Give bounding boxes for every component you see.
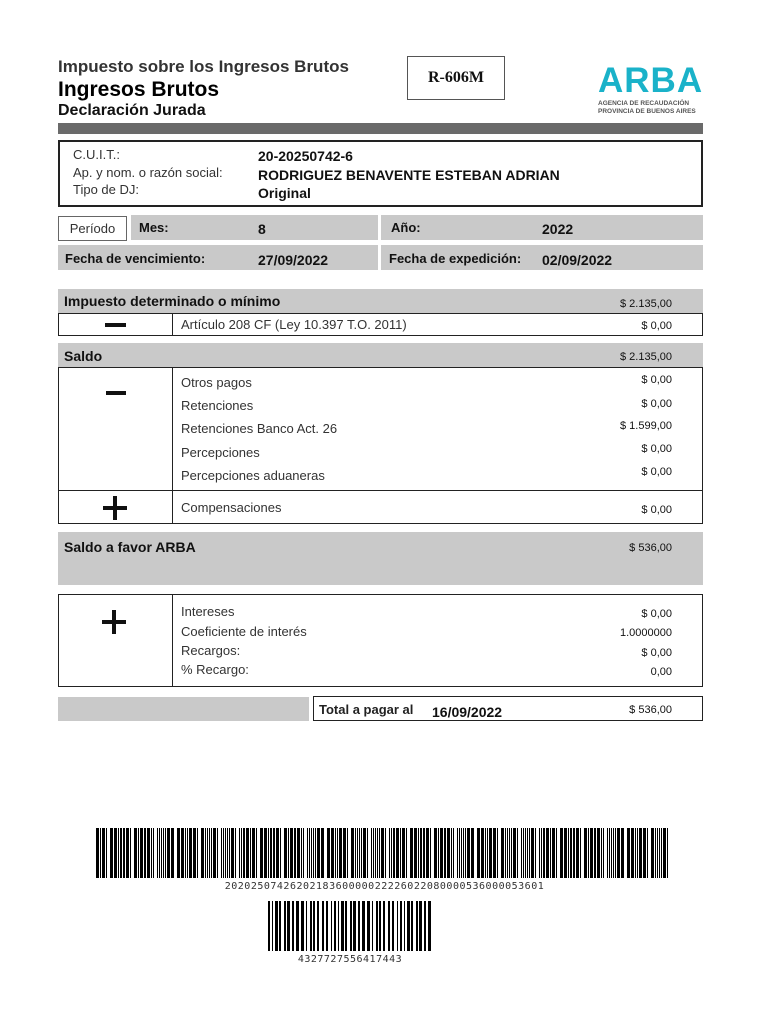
barcode-bar	[426, 828, 429, 878]
barcode-bar	[487, 828, 488, 878]
barcode-bar	[402, 828, 405, 878]
barcode-bar	[584, 828, 587, 878]
barcode-bar	[211, 828, 212, 878]
deduction-amount: $ 0,00	[641, 466, 672, 478]
barcode-bar	[363, 828, 366, 878]
barcode-bar	[564, 828, 567, 878]
compensaciones-divider	[172, 490, 173, 524]
barcode-bar	[341, 901, 344, 951]
barcode-bar	[221, 828, 222, 878]
barcode-bar	[353, 901, 356, 951]
barcode-bar	[637, 828, 638, 878]
barcode-bar	[570, 828, 572, 878]
barcode-bars	[268, 901, 432, 951]
barcode-bar	[197, 828, 198, 878]
barcode-bar	[96, 828, 99, 878]
barcode-bar	[465, 828, 466, 878]
barcode-bar	[275, 901, 278, 951]
barcode-bar	[362, 901, 365, 951]
barcode-bar	[359, 828, 360, 878]
barcode-bar	[381, 828, 384, 878]
barcode-bar	[389, 828, 390, 878]
interes-label: Recargos:	[181, 643, 241, 658]
barcode-bar	[120, 828, 122, 878]
barcode-bar	[451, 828, 452, 878]
barcode-bar	[231, 828, 234, 878]
saldo-favor-amount: $ 536,00	[629, 542, 672, 554]
barcode-bar	[292, 901, 294, 951]
barcode-bar	[371, 828, 372, 878]
barcode-bar	[309, 828, 310, 878]
deduction-amount: $ 0,00	[641, 398, 672, 410]
barcode-bar	[246, 828, 249, 878]
interes-label: Coeficiente de interés	[181, 624, 307, 639]
barcode-bar	[463, 828, 464, 878]
barcode-bar	[509, 828, 510, 878]
barcode-bar	[444, 828, 446, 878]
barcode-bar	[114, 828, 117, 878]
barcode-bar	[424, 901, 426, 951]
mes-value: 8	[258, 221, 266, 237]
barcode-bar	[250, 828, 251, 878]
barcode-bar	[276, 828, 279, 878]
barcode-bar	[400, 901, 402, 951]
barcode-bar	[357, 828, 358, 878]
barcode-bar	[635, 828, 636, 878]
barcode-bar	[311, 828, 312, 878]
barcode-bar	[661, 828, 662, 878]
barcode-bar	[580, 828, 581, 878]
barcode-bar	[447, 828, 450, 878]
barcode-bar	[294, 828, 296, 878]
barcode-bar	[335, 828, 336, 878]
deduction-label: Percepciones aduaneras	[181, 468, 325, 483]
barcode-bar	[546, 828, 549, 878]
barcode-bar	[568, 828, 569, 878]
barcode-bar	[631, 828, 634, 878]
barcode-bar	[396, 828, 399, 878]
barcode-bar	[419, 901, 422, 951]
barcode-bar	[343, 828, 346, 878]
barcode-bar	[347, 828, 348, 878]
barcode-bar	[615, 828, 616, 878]
barcode-bar	[268, 901, 270, 951]
barcode-bar	[576, 828, 579, 878]
barcode-bar	[535, 828, 536, 878]
barcode-bar	[467, 828, 470, 878]
header-divider	[58, 123, 703, 134]
barcode-bar	[377, 828, 378, 878]
compensaciones-amount: $ 0,00	[641, 504, 672, 516]
barcode-bar	[264, 828, 267, 878]
interes-amount: 1.0000000	[620, 627, 672, 639]
barcode-bar	[284, 828, 287, 878]
barcode-bar	[457, 828, 458, 878]
barcode-bar	[100, 828, 101, 878]
minus-icon	[106, 391, 126, 395]
barcode-bar	[556, 828, 557, 878]
deduction-label: Retenciones	[181, 398, 254, 413]
barcode-bar	[621, 828, 624, 878]
barcode-bar	[303, 828, 304, 878]
barcode-bar	[643, 828, 646, 878]
impuesto-amount: $ 2.135,00	[620, 298, 672, 310]
barcode-bar	[438, 828, 439, 878]
barcode-bar	[310, 901, 312, 951]
periodo-box	[58, 216, 127, 241]
barcode-bar	[223, 828, 224, 878]
header-title-dj: Declaración Jurada	[58, 102, 206, 119]
barcode-bar	[367, 901, 370, 951]
barcode-bar	[260, 828, 263, 878]
barcode-bar	[313, 828, 314, 878]
barcode-bar	[507, 828, 508, 878]
deduction-amount: $ 0,00	[641, 374, 672, 386]
barcode-bar	[163, 828, 164, 878]
deduction-label: Retenciones Banco Act. 26	[181, 421, 338, 436]
barcode-bar	[639, 828, 642, 878]
barcode-bar	[256, 828, 257, 878]
expedicion-label: Fecha de expedición:	[389, 251, 522, 266]
header-title-main: Impuesto sobre los Ingresos Brutos	[58, 57, 349, 76]
arba-logo-text: ARBA	[598, 61, 704, 100]
barcode-bar	[151, 828, 152, 878]
deduction-label: Otros pagos	[181, 375, 252, 390]
articulo-amount: $ 0,00	[641, 320, 672, 332]
header-title-sub: Ingresos Brutos	[58, 78, 220, 101]
barcode-bar	[157, 828, 158, 878]
barcode-bar	[485, 828, 486, 878]
barcode-bar	[207, 828, 208, 878]
periodo-label: Período	[69, 221, 116, 236]
dj-type-label: Tipo de DJ:	[73, 182, 139, 197]
barcode-bar	[404, 901, 405, 951]
barcode-bar	[651, 828, 654, 878]
barcode-bar	[187, 828, 188, 878]
cuit-label: C.U.I.T.:	[73, 147, 120, 162]
barcode-bar	[345, 901, 347, 951]
barcode-bar	[140, 828, 143, 878]
barcode-bar	[379, 901, 381, 951]
barcode-bar	[235, 828, 236, 878]
barcode-bar	[161, 828, 162, 878]
barcode-bar	[375, 828, 376, 878]
barcode-main	[96, 828, 673, 878]
interes-amount: $ 0,00	[641, 647, 672, 659]
form-code: R-606M	[428, 69, 484, 86]
barcode-bar	[201, 828, 204, 878]
barcode-bar	[647, 828, 648, 878]
barcode-bar	[167, 828, 170, 878]
barcode-bar	[297, 828, 300, 878]
barcode-bar	[539, 828, 540, 878]
barcode-bar	[229, 828, 230, 878]
interes-amount: $ 0,00	[641, 608, 672, 620]
barcode-bar	[288, 828, 289, 878]
barcode-bar	[337, 828, 338, 878]
barcode-bar	[489, 828, 492, 878]
barcode-bar	[517, 828, 518, 878]
total-gray-cell	[58, 697, 309, 721]
barcode-bar	[361, 828, 362, 878]
intereses-divider	[172, 594, 173, 687]
vencimiento-label: Fecha de vencimiento:	[65, 251, 206, 266]
barcode-bar	[663, 828, 666, 878]
barcode-bar	[655, 828, 656, 878]
barcode-bar	[358, 901, 360, 951]
barcode-bar	[326, 901, 328, 951]
barcode-bar	[301, 901, 304, 951]
barcode-bar	[601, 828, 602, 878]
barcode-bar	[388, 901, 390, 951]
barcode-bar	[385, 828, 386, 878]
barcode-bar	[590, 828, 593, 878]
arba-logo-sub2: PROVINCIA DE BUENOS AIRES	[598, 108, 696, 115]
barcode-bar	[118, 828, 119, 878]
form-code-box	[407, 56, 505, 100]
name-label: Ap. y nom. o razón social:	[73, 165, 223, 180]
barcode-bar	[296, 901, 299, 951]
deduction-label: Percepciones	[181, 445, 260, 460]
barcode-bar	[657, 828, 658, 878]
barcode-bar	[147, 828, 150, 878]
plus-icon	[113, 496, 117, 520]
barcode-bar	[339, 828, 342, 878]
barcode-bar	[189, 828, 192, 878]
barcode-bar	[393, 828, 395, 878]
saldo-label: Saldo	[64, 348, 103, 364]
barcode-bar	[391, 828, 392, 878]
anio-value: 2022	[542, 221, 574, 237]
interes-label: % Recargo:	[181, 662, 249, 677]
barcode-bar	[350, 901, 352, 951]
barcode-bar	[355, 828, 356, 878]
barcode-bar	[481, 828, 484, 878]
barcode-bar	[272, 901, 273, 951]
barcode-bar	[521, 828, 522, 878]
barcode-bar	[560, 828, 563, 878]
barcode-bar	[241, 828, 242, 878]
barcode-bar	[588, 828, 589, 878]
barcode-bar	[301, 828, 302, 878]
barcode-bar	[205, 828, 206, 878]
barcode-bar	[373, 828, 374, 878]
barcode-bar	[338, 901, 339, 951]
barcode-bar	[411, 901, 413, 951]
anio-label: Año:	[391, 220, 421, 235]
barcode-bar	[317, 828, 320, 878]
barcode-bar	[523, 828, 524, 878]
barcode-bar	[497, 828, 498, 878]
barcode-bar	[609, 828, 610, 878]
barcode-bar	[239, 828, 240, 878]
barcode-bar	[434, 828, 437, 878]
barcode-bar	[552, 828, 555, 878]
cuit-value: 20-20250742-6	[258, 148, 353, 164]
barcode-bar	[420, 828, 422, 878]
barcode-bar	[181, 828, 184, 878]
deductions-divider	[172, 367, 173, 491]
barcode-bar	[511, 828, 512, 878]
barcode-bar	[407, 901, 410, 951]
barcode-bar	[317, 901, 319, 951]
barcode-small	[268, 901, 432, 951]
barcode-bar	[268, 828, 269, 878]
dj-type-value: Original	[258, 185, 311, 201]
minus-icon	[105, 323, 126, 327]
total-date: 16/09/2022	[432, 704, 503, 720]
barcode-bar	[334, 901, 336, 951]
barcode-bar	[617, 828, 620, 878]
barcode-bar	[284, 901, 286, 951]
barcode-bar	[217, 828, 218, 878]
barcode-bars	[96, 828, 673, 878]
barcode-bar	[213, 828, 216, 878]
barcode-bar	[573, 828, 575, 878]
barcode-small-number: 4327727556417443	[297, 954, 403, 965]
barcode-bar	[331, 828, 334, 878]
barcode-bar	[165, 828, 166, 878]
barcode-bar	[290, 828, 293, 878]
barcode-bar	[414, 828, 417, 878]
name-value: RODRIGUEZ BENAVENTE ESTEBAN ADRIAN	[258, 167, 560, 183]
barcode-bar	[306, 901, 307, 951]
barcode-bar	[171, 828, 174, 878]
barcode-bar	[477, 828, 480, 878]
deduction-amount: $ 1.599,00	[620, 420, 672, 432]
impuesto-label: Impuesto determinado o mínimo	[64, 293, 281, 309]
barcode-bar	[322, 901, 324, 951]
barcode-bar	[280, 828, 281, 878]
barcode-bar	[331, 901, 332, 951]
barcode-bar	[430, 828, 431, 878]
barcode-bar	[144, 828, 146, 878]
barcode-bar	[209, 828, 210, 878]
articulo-divider	[172, 313, 173, 336]
barcode-bar	[428, 901, 431, 951]
barcode-bar	[159, 828, 160, 878]
total-label: Total a pagar al	[319, 702, 414, 717]
barcode-bar	[327, 828, 330, 878]
barcode-bar	[531, 828, 534, 878]
barcode-bar	[529, 828, 530, 878]
barcode-bar	[313, 901, 315, 951]
barcode-bar	[126, 828, 129, 878]
mes-label: Mes:	[139, 220, 169, 235]
plus-icon	[112, 610, 116, 634]
barcode-bar	[416, 901, 418, 951]
barcode-bar	[627, 828, 630, 878]
barcode-bar	[225, 828, 226, 878]
expedicion-value: 02/09/2022	[542, 252, 613, 268]
barcode-bar	[505, 828, 506, 878]
barcode-bar	[611, 828, 612, 878]
barcode-bar	[102, 828, 105, 878]
barcode-bar	[287, 901, 290, 951]
barcode-bar	[659, 828, 660, 878]
deduction-amount: $ 0,00	[641, 443, 672, 455]
barcode-bar	[106, 828, 107, 878]
barcode-bar	[243, 828, 245, 878]
barcode-bar	[315, 828, 316, 878]
barcode-bar	[153, 828, 154, 878]
barcode-bar	[513, 828, 516, 878]
barcode-bar	[527, 828, 528, 878]
barcode-bar	[471, 828, 474, 878]
barcode-bar	[459, 828, 460, 878]
barcode-main-number: 2020250742620218360000022226022080000536000053601	[224, 881, 545, 892]
barcode-bar	[410, 828, 413, 878]
barcode-bar	[185, 828, 186, 878]
barcode-bar	[493, 828, 496, 878]
barcode-bar	[453, 828, 454, 878]
arba-logo-sub1: AGENCIA DE RECAUDACIÓN	[598, 100, 690, 107]
barcode-bar	[406, 828, 407, 878]
barcode-bar	[607, 828, 608, 878]
barcode-bar	[613, 828, 614, 878]
interes-label: Intereses	[181, 604, 235, 619]
barcode-bar	[397, 901, 398, 951]
barcode-bar	[110, 828, 113, 878]
barcode-bar	[134, 828, 137, 878]
barcode-bar	[130, 828, 131, 878]
barcode-bar	[367, 828, 368, 878]
saldo-amount: $ 2.135,00	[620, 351, 672, 363]
barcode-bar	[123, 828, 125, 878]
barcode-bar	[603, 828, 604, 878]
barcode-bar	[392, 901, 394, 951]
barcode-bar	[594, 828, 596, 878]
barcode-bar	[177, 828, 180, 878]
barcode-bar	[279, 901, 281, 951]
barcode-bar	[667, 828, 668, 878]
vencimiento-value: 27/09/2022	[258, 252, 329, 268]
barcode-bar	[543, 828, 545, 878]
barcode-bar	[270, 828, 272, 878]
barcode-bar	[383, 901, 385, 951]
barcode-bar	[273, 828, 275, 878]
barcode-bar	[351, 828, 354, 878]
barcode-bar	[423, 828, 425, 878]
barcode-bar	[525, 828, 526, 878]
barcode-bar	[597, 828, 600, 878]
barcode-bar	[193, 828, 196, 878]
barcode-bar	[418, 828, 419, 878]
barcode-bar	[379, 828, 380, 878]
barcode-bar	[541, 828, 542, 878]
interes-amount: 0,00	[650, 666, 672, 678]
barcode-bar	[501, 828, 504, 878]
barcode-bar	[372, 901, 373, 951]
total-amount: $ 536,00	[629, 704, 672, 716]
arba-logo	[598, 62, 708, 122]
barcode-bar	[550, 828, 551, 878]
compensaciones-label: Compensaciones	[181, 500, 282, 515]
barcode-bar	[376, 901, 378, 951]
barcode-bar	[227, 828, 228, 878]
barcode-bar	[252, 828, 255, 878]
barcode-bar	[321, 828, 324, 878]
barcode-bar	[138, 828, 139, 878]
barcode-bar	[461, 828, 462, 878]
articulo-label: Artículo 208 CF (Ley 10.397 T.O. 2011)	[181, 317, 407, 332]
barcode-bar	[400, 828, 401, 878]
saldo-favor-label: Saldo a favor ARBA	[64, 539, 196, 555]
barcode-bar	[307, 828, 308, 878]
barcode-bar	[440, 828, 443, 878]
